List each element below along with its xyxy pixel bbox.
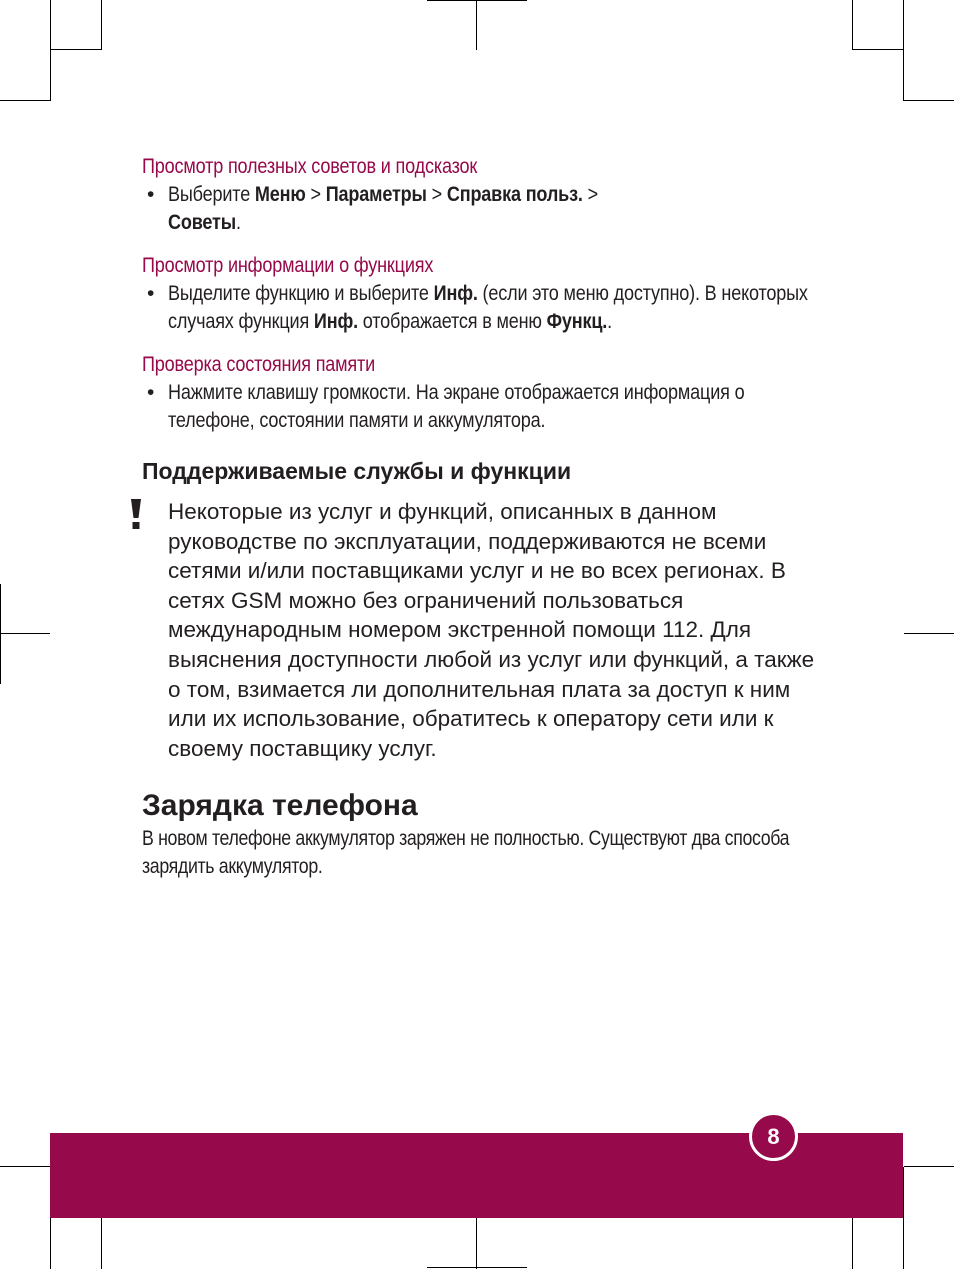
- functions-term: Функц.: [546, 310, 608, 333]
- tips-subheading: Просмотр полезных советов и подсказок: [142, 155, 478, 178]
- help-term: Справка польз.: [446, 183, 583, 206]
- function-info-bullet-item: [142, 280, 822, 336]
- tips-instruction: Выберите Меню > Параметры > Справка польз. > Советы.: [168, 183, 598, 234]
- bullet-dot: •: [147, 282, 155, 305]
- services-note: [142, 497, 822, 763]
- settings-term: Параметры: [325, 183, 427, 206]
- page-number: 8: [749, 1112, 798, 1161]
- bullet-dot: •: [147, 183, 155, 206]
- memory-subheading: Проверка состояния памяти: [142, 353, 376, 376]
- tips-term: Советы: [168, 211, 236, 234]
- memory-bullet-item: [142, 379, 822, 435]
- tips-bullet-item: [142, 181, 822, 237]
- charging-heading: Зарядка телефона: [142, 789, 418, 823]
- function-info-subheading: Просмотр информации о функциях: [142, 254, 434, 277]
- services-heading: Поддерживаемые службы и функции: [142, 458, 572, 484]
- bullet-dot: •: [147, 381, 155, 404]
- memory-instruction: Нажмите клавишу громкости. На экране отображается информация о телефоне, состоянии памяти и аккумулятора.: [168, 381, 745, 432]
- exclamation-icon: [129, 497, 143, 531]
- services-note-text: Некоторые из услуг и функций, описанных в данном руководстве по эксплуатации, поддерживаются не всеми сетями и/или поставщиками услуг и не во всех регионах. В сетях GSM можно без ограничений пользоваться международным номером экстренной помощи 112. Для выяснения доступности любой из услуг или функций, а также о том, взимается ли дополнительная плата за доступ к ним или их использование, обратитесь к оператору сети или к своему поставщику услуг.: [168, 499, 815, 761]
- function-info-instruction: Выделите функцию и выберите Инф. (если это меню доступно). В некоторых случаях функция Инф. отображается в меню Функц..: [168, 282, 808, 333]
- info-term: Инф.: [313, 310, 358, 333]
- charging-paragraph: В новом телефоне аккумулятор заряжен не полностью. Существуют два способа зарядить аккумулятор.: [142, 827, 790, 879]
- menu-term: Меню: [254, 183, 306, 206]
- page-content: [142, 152, 822, 881]
- info-term: Инф.: [433, 282, 478, 305]
